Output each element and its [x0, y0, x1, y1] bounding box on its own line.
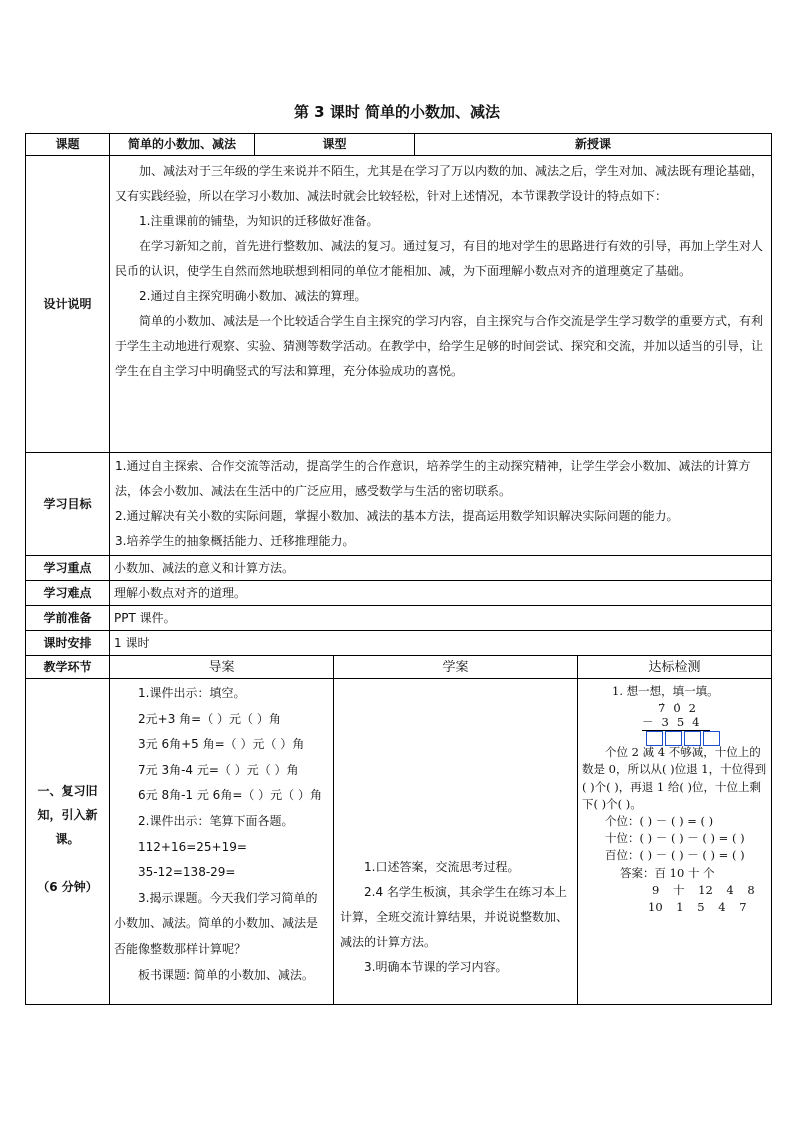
answer-box[interactable] — [646, 731, 663, 746]
col-stage: 教学环节 — [26, 656, 110, 679]
answer-box[interactable] — [684, 731, 701, 746]
goals-label: 学习目标 — [26, 453, 110, 556]
answer-box[interactable] — [703, 731, 720, 746]
goals-row — [26, 453, 772, 556]
stage1-time: （6 分钟） — [37, 879, 98, 894]
design-content — [110, 156, 772, 453]
guide-item: 6元 8角-1 元 6角=（ ）元（ ）角 — [138, 788, 322, 803]
stage1-line1: 一、复习旧 — [37, 783, 98, 798]
difficulty-row — [26, 581, 772, 606]
check-line: 个位：( ) － ( ) = ( ) — [605, 814, 714, 829]
key-row — [26, 556, 772, 581]
col-study: 学案 — [334, 656, 578, 679]
hours-text-value: 1 课时 — [114, 636, 150, 650]
guide-item: 35-12=138-29= — [138, 865, 236, 880]
prep-text — [110, 606, 772, 631]
study-content — [334, 679, 578, 1005]
study-item: 2.4 名学生板演，其余学生在练习本上计算，全班交流计算结果，并说说整数加、减法的计算方法。 — [340, 885, 569, 949]
design-para: 在学习新知之前，首先进行整数加、减法的复习。通过复习，有目的地对学生的思路进行有效的引导，再加上学生对人民币的认识，使学生自然而然地联想到相同的单位才能相加、减，为下面理解小数点对齐的道理奠定了基础。 — [115, 239, 764, 278]
topic-value: 简单的小数加、减法 — [110, 134, 255, 156]
minuend: 7̇0̇2 — [658, 701, 704, 716]
design-para: 加、减法对于三年级的学生来说并不陌生，尤其是在学习了万以内数的加、减法之后，学生对加、减法既有理论基础，又有实践经验，所以在学习小数加、减法时就会比较轻松，针对上述情况，本节课教学设计的特点如下： — [115, 164, 764, 203]
stage1-row — [26, 679, 772, 1005]
goal-item: 3.培养学生的抽象概括能力、迁移推理能力。 — [115, 534, 355, 548]
goal-item: 1.通过自主探索、合作交流等活动，提高学生的合作意识，培养学生的主动探究精神，让学生学会小数加、减法的计算方法，体会小数加、减法在生活中的广泛应用，感受数学与生活的密切联系。 — [115, 459, 751, 498]
key-label: 学习重点 — [26, 556, 110, 581]
design-label: 设计说明 — [26, 156, 110, 453]
topic-label: 课题 — [26, 134, 110, 156]
guide-item: 112+16=25+19= — [138, 839, 247, 854]
design-para: 2.通过自主探究明确小数加、减法的算理。 — [139, 289, 367, 303]
check-title: 1. 想一想，填一填。 — [612, 684, 719, 698]
prep-row — [26, 606, 772, 631]
guide-content — [110, 679, 334, 1005]
type-value: 新授课 — [415, 134, 772, 156]
stage1-line3: 课。 — [55, 831, 80, 846]
difficulty-text-value: 理解小数点对齐的道理。 — [114, 586, 247, 600]
stage1-label — [26, 679, 110, 1005]
difficulty-text — [110, 581, 772, 606]
design-para: 1.注重课前的铺垫，为知识的迁移做好准备。 — [139, 214, 379, 228]
guide-item: 板书课题: 简单的小数加、减法。 — [138, 967, 314, 982]
design-para: 简单的小数加、减法是一个比较适合学生自主探究的学习内容，自主探究与合作交流是学生学习数学的重要方式，有利于学生主动地进行观察、实验、猜测等数学活动。在教学中，给学生足够的时间尝试、探究和交流，并加以适当的引导，让学生在自主学习中明确竖式的写法和算理，充分体验成功的喜悦。 — [115, 314, 764, 378]
key-text — [110, 556, 772, 581]
answer-box[interactable] — [665, 731, 682, 746]
guide-item: 7元 3角-4 元=（ ）元（ ）角 — [138, 762, 299, 777]
stage1-line2: 知，引入新 — [37, 807, 98, 822]
goals-content — [110, 453, 772, 556]
prep-text-value: PPT 课件。 — [114, 611, 176, 625]
design-row — [26, 156, 772, 453]
page-title: 第 3 课时 简单的小数加、减法 — [293, 103, 501, 121]
prep-label: 学前准备 — [26, 606, 110, 631]
check-answer: 10 1 5 4 7 — [648, 900, 747, 915]
hours-label: 课时安排 — [26, 631, 110, 656]
check-line: 百位：( ) － ( ) － ( ) = ( ) — [605, 848, 745, 863]
check-line: 十位：( ) － ( ) － ( ) = ( ) — [605, 831, 745, 846]
guide-item: 3.揭示课题。今天我们学习简单的小数加、减法。简单的小数加、减法是否能像整数那样计算呢？ — [114, 890, 319, 956]
study-item: 3.明确本节课的学习内容。 — [364, 960, 508, 974]
col-check: 达标检测 — [578, 656, 772, 679]
difficulty-label: 学习难点 — [26, 581, 110, 606]
check-answer: 9 十 12 4 8 — [652, 882, 755, 897]
vertical-subtraction — [628, 700, 767, 744]
col-guide: 导案 — [110, 656, 334, 679]
check-answer: 答案：百 10 十 个 — [620, 865, 715, 880]
header-row — [26, 134, 772, 156]
guide-item: 1.课件出示：填空。 — [138, 686, 246, 700]
subtrahend: －354 — [642, 715, 708, 730]
guide-item: 3元 6角+5 角=（ ）元（ ）角 — [138, 737, 305, 752]
guide-item: 2元+3 角=（ ）元（ ）角 — [138, 711, 281, 726]
answer-boxes — [646, 731, 720, 746]
goal-item: 2.通过解决有关小数的实际问题，掌握小数加、减法的基本方法，提高运用数学知识解决实际问题的能力。 — [115, 509, 679, 523]
check-line: 个位 2 减 4 不够减，十位上的数是 0，所以从( )位退 1，十位得到( )个( )，再退 1 给( )位，十位上剩下( )个( )。 — [582, 745, 767, 811]
type-label: 课型 — [255, 134, 415, 156]
check-content — [578, 679, 772, 1005]
lesson-plan-table — [25, 133, 772, 1005]
guide-item: 2.课件出示：笔算下面各题。 — [138, 813, 294, 828]
columns-header-row — [26, 656, 772, 679]
study-item: 1.口述答案，交流思考过程。 — [364, 860, 520, 874]
hours-row — [26, 631, 772, 656]
key-text-value: 小数加、减法的意义和计算方法。 — [114, 561, 295, 575]
hours-text — [110, 631, 772, 656]
